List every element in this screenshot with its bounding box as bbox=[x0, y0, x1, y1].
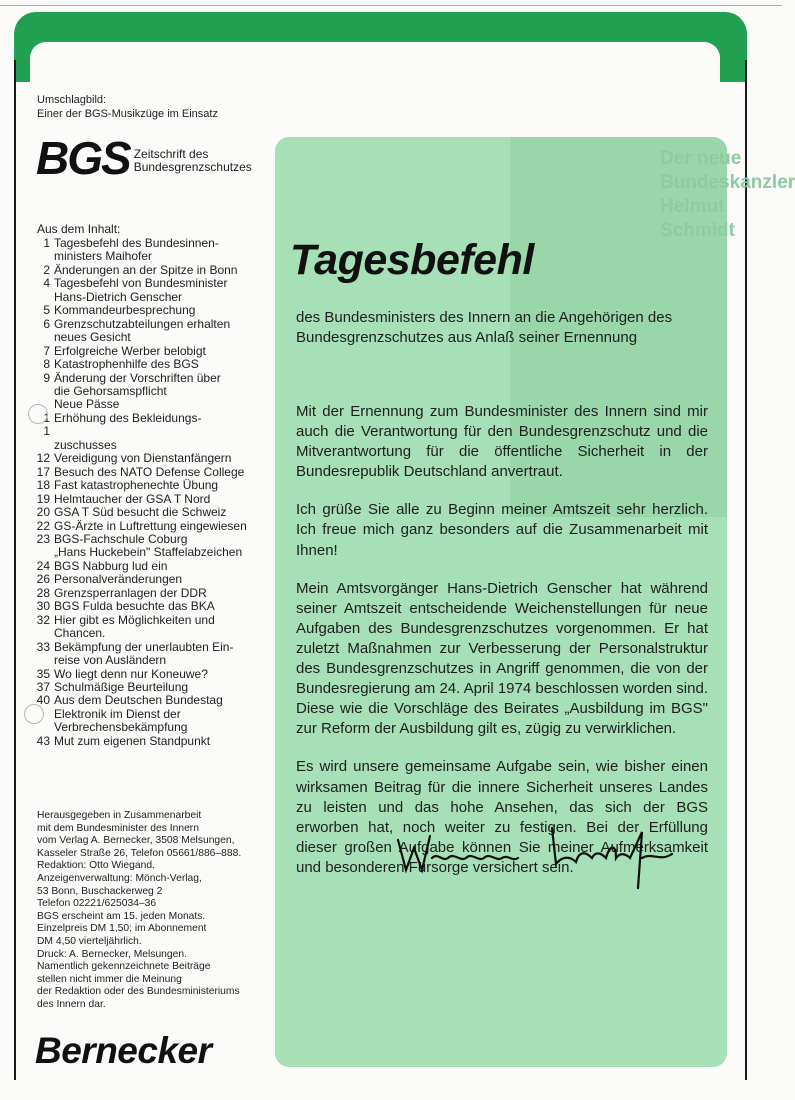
article-paragraph: Es wird unsere gemeinsame Aufgabe sein, wie bisher einen wirksamen Beitrag für die innere Sicherheit unseres Landes zu leisten und das hohe Ansehen, das sich der BGS erworben hat, noch weiter zu festigen. Bei der Erfüllung dieser großen Aufgabe können Sie meiner Aufmerksamkeit und besonderen Fürsorge versichert sein. bbox=[296, 758, 708, 876]
toc-item-text: Bekämpfung der unerlaubten Ein- bbox=[54, 639, 234, 654]
toc-page-number: 28 bbox=[36, 585, 50, 600]
toc-item bbox=[34, 331, 264, 344]
imprint-line: des Innern dar. bbox=[37, 998, 106, 1010]
toc-item-text: GSA T Süd besucht die Schweiz bbox=[54, 505, 227, 520]
toc-item bbox=[34, 614, 264, 627]
punch-hole-mark bbox=[28, 404, 48, 424]
toc-page-number bbox=[34, 439, 54, 452]
imprint-line: 53 Bonn, Buschackerweg 2 bbox=[37, 885, 163, 897]
toc-item-text: Grenzsperranlagen der DDR bbox=[54, 585, 207, 600]
imprint-line: Einzelpreis DM 1,50; im Abonnement bbox=[37, 923, 207, 935]
toc-item bbox=[34, 546, 264, 559]
toc-item-text: Wo liegt denn nur Koneuwe? bbox=[54, 666, 208, 681]
toc-item bbox=[34, 277, 264, 290]
toc-page-number bbox=[34, 546, 54, 559]
toc-page-number: 18 bbox=[36, 478, 50, 493]
toc-item-text: Vereidigung von Dienstanfängern bbox=[54, 451, 232, 466]
toc-page-number bbox=[34, 385, 54, 398]
toc-item bbox=[34, 721, 264, 734]
toc-item bbox=[34, 493, 264, 506]
toc-page-number: 43 bbox=[36, 733, 50, 748]
toc-item-text: BGS-Fachschule Coburg bbox=[54, 531, 188, 546]
toc-item bbox=[34, 479, 264, 492]
show-through-title bbox=[660, 147, 795, 243]
toc-item-text: Schulmäßige Beurteilung bbox=[54, 679, 189, 694]
imprint-line: Namentlich gekennzeichnete Beiträge bbox=[37, 961, 211, 973]
cover-caption bbox=[37, 93, 218, 121]
toc-item-text: GS-Ärzte in Luftrettung eingewiesen bbox=[54, 518, 247, 533]
imprint-line: der Redaktion oder des Bundesministeriums bbox=[37, 986, 240, 998]
toc-page-number: 30 bbox=[36, 599, 50, 614]
toc-item bbox=[34, 291, 264, 304]
toc-page-number: 2 bbox=[43, 262, 50, 277]
cover-caption-text: Einer der BGS-Musikzüge im Einsatz bbox=[37, 108, 218, 120]
toc-item bbox=[34, 439, 264, 452]
toc-page-number: 7 bbox=[43, 343, 50, 358]
toc-page-number bbox=[34, 250, 54, 263]
toc-page-number: 24 bbox=[36, 558, 50, 573]
toc-item bbox=[34, 735, 264, 748]
bgs-logo-mark: BGS bbox=[36, 132, 130, 184]
toc-page-number: 1 1 bbox=[43, 410, 50, 439]
toc-item-text: Mut zum eigenen Standpunkt bbox=[54, 733, 211, 748]
bgs-logo bbox=[36, 132, 252, 184]
toc-item-text: Aus dem Deutschen Bundestag bbox=[54, 693, 223, 708]
toc-page-number: 5 bbox=[43, 303, 50, 318]
toc-item-text: Erfolgreiche Werber belobigt bbox=[54, 343, 206, 358]
table-of-contents bbox=[34, 237, 264, 748]
toc-page-number: 32 bbox=[36, 612, 50, 627]
toc-page-number: 12 bbox=[36, 451, 50, 466]
toc-item bbox=[34, 654, 264, 667]
show-through-line: Der neue bbox=[660, 148, 742, 169]
article-paragraph: Mit der Ernennung zum Bundesminister des Innern sind mir auch die Verantwortung für den Bundesgrenzschutz und die Mitverantwortung für die öffentliche Sicherheit in der Bundesrepublik Deutschland anvertraut. bbox=[296, 403, 708, 481]
signature-maihofer bbox=[380, 818, 700, 898]
toc-item-text: „Hans Huckebein" Staffelabzeichen bbox=[54, 545, 243, 560]
contents-title: Aus dem Inhalt: bbox=[37, 222, 121, 236]
punch-hole-mark bbox=[24, 704, 44, 724]
article-subtitle: des Bundesministers des Innern an die Angehörigen des Bundesgrenzschutzes aus Anlaß seiner Ernennung bbox=[296, 309, 673, 346]
cover-caption-label: Umschlagbild: bbox=[37, 94, 107, 106]
toc-item-text: Verbrechensbekämpfung bbox=[54, 720, 188, 735]
toc-item bbox=[34, 358, 264, 371]
imprint-line: BGS erscheint am 15. jeden Monats. bbox=[37, 910, 206, 922]
toc-item bbox=[34, 573, 264, 586]
toc-page-number: 4 bbox=[43, 276, 50, 291]
toc-item bbox=[34, 466, 264, 479]
toc-page-number: 8 bbox=[43, 357, 50, 372]
page-edge-line bbox=[0, 5, 782, 6]
toc-page-number: 35 bbox=[36, 666, 50, 681]
toc-item-text: BGS Nabburg lud ein bbox=[54, 558, 168, 573]
imprint-line: DM 4,50 vierteljährlich. bbox=[37, 935, 142, 947]
toc-item-text: Neue Pässe bbox=[54, 397, 120, 412]
imprint-line: Herausgegeben in Zusammenarbeit bbox=[37, 810, 202, 821]
toc-item-text: ministers Maihofer bbox=[54, 249, 153, 264]
toc-item bbox=[34, 668, 264, 681]
toc-item bbox=[34, 506, 264, 519]
toc-page-number: 26 bbox=[36, 572, 50, 587]
toc-item bbox=[34, 641, 264, 654]
toc-item-text: Helmtaucher der GSA T Nord bbox=[54, 491, 211, 506]
toc-item-text: zuschusses bbox=[54, 437, 117, 452]
logo-subtitle-line: Bundesgrenzschutzes bbox=[133, 160, 252, 174]
toc-item bbox=[34, 520, 264, 533]
toc-item bbox=[34, 318, 264, 331]
bgs-logo-subtitle bbox=[134, 148, 252, 174]
toc-item bbox=[34, 681, 264, 694]
toc-item bbox=[34, 627, 264, 640]
toc-item-text: Elektronik im Dienst der bbox=[54, 706, 181, 721]
toc-page-number: 23 bbox=[36, 531, 50, 546]
toc-page-number bbox=[34, 291, 54, 304]
imprint-line: mit dem Bundesminister des Innern bbox=[37, 822, 199, 834]
toc-item-text: Fast katastrophenechte Übung bbox=[54, 478, 219, 493]
imprint-line: Kasseler Straße 26, Telefon 05661/886–888. bbox=[37, 847, 242, 859]
toc-page-number: 37 bbox=[36, 679, 50, 694]
article-paragraph: Mein Amtsvorgänger Hans-Dietrich Genscher hat während seiner Amtszeit entscheidende Weichenstellungen für neue Aufgaben des Bundesgrenzschutzes vorgenommen. Er hat zuletzt Maßnahmen zur Verbesserung der Personalstruktur des Bundesgrenzschutzes in Angriff genommen, die von der Bundesregierung am 24. April 1974 beschlossen worden sind. Diese wie die Vorschläge des Beirates „Ausbildung im BGS" zur Reform der Ausbildung gilt es, zügig zu verwirklichen. bbox=[296, 579, 708, 738]
article-title: Tagesbefehl bbox=[290, 236, 534, 284]
imprint-line: Telefon 02221/625034–36 bbox=[37, 898, 157, 910]
imprint-line: Anzeigenverwaltung: Mönch-Verlag, bbox=[37, 872, 202, 884]
toc-item bbox=[34, 345, 264, 358]
toc-item bbox=[34, 398, 264, 411]
toc-item bbox=[34, 237, 264, 250]
frame-left-rule bbox=[14, 60, 16, 1080]
imprint-line: stellen nicht immer die Meinung bbox=[37, 973, 182, 985]
toc-item-text: Tagesbefehl von Bundesminister bbox=[54, 276, 228, 291]
toc-item bbox=[34, 412, 264, 439]
toc-item-text: Hier gibt es Möglichkeiten und bbox=[54, 612, 215, 627]
article-paragraph: Ich grüße Sie alle zu Beginn meiner Amtszeit sehr herzlich. Ich freue mich ganz besonders auf die Zusammenarbeit mit Ihnen! bbox=[296, 501, 708, 559]
toc-item-text: reise von Ausländern bbox=[54, 653, 167, 668]
toc-item-text: die Gehorsamspflicht bbox=[54, 383, 167, 398]
toc-page-number bbox=[34, 654, 54, 667]
toc-item bbox=[34, 385, 264, 398]
toc-item bbox=[34, 708, 264, 721]
toc-page-number: 6 bbox=[43, 316, 50, 331]
toc-item bbox=[34, 560, 264, 573]
show-through-line: Bundeskanzler bbox=[660, 172, 795, 193]
toc-item-text: neues Gesicht bbox=[54, 330, 131, 345]
toc-page-number bbox=[34, 331, 54, 344]
toc-page-number bbox=[34, 627, 54, 640]
toc-page-number: 33 bbox=[36, 639, 50, 654]
toc-item-text: Hans-Dietrich Genscher bbox=[54, 289, 183, 304]
toc-item bbox=[34, 264, 264, 277]
toc-page-number: 20 bbox=[36, 505, 50, 520]
toc-item-text: Änderung der Vorschriften über bbox=[54, 370, 221, 385]
toc-item-text: Personalveränderungen bbox=[54, 572, 183, 587]
toc-page-number: 9 bbox=[43, 370, 50, 385]
logo-subtitle-line: Zeitschrift des bbox=[133, 147, 209, 161]
toc-item bbox=[34, 452, 264, 465]
imprint-line: vom Verlag A. Bernecker, 3508 Melsungen, bbox=[37, 835, 235, 847]
toc-item bbox=[34, 250, 264, 263]
toc-page-number: 19 bbox=[36, 491, 50, 506]
toc-page-number: 22 bbox=[36, 518, 50, 533]
toc-item bbox=[34, 304, 264, 317]
toc-item-text: Tagesbefehl des Bundesinnen- bbox=[54, 236, 219, 250]
toc-item bbox=[34, 694, 264, 707]
publisher-logo: Bernecker bbox=[35, 1030, 212, 1071]
toc-page-number: 17 bbox=[36, 464, 50, 479]
show-through-line: Helmut Schmidt bbox=[660, 196, 735, 241]
toc-item-text: Chancen. bbox=[54, 626, 106, 641]
toc-item-text: Besuch des NATO Defense College bbox=[54, 464, 245, 479]
toc-item bbox=[34, 372, 264, 385]
toc-item-text: Katastrophenhilfe des BGS bbox=[54, 357, 199, 372]
imprint-line: Redaktion: Otto Wiegand. bbox=[37, 860, 155, 872]
toc-page-number: 1 bbox=[43, 236, 50, 250]
toc-page-number: 40 bbox=[36, 693, 50, 708]
toc-item bbox=[34, 533, 264, 546]
toc-item bbox=[34, 587, 264, 600]
toc-item-text: Grenzschutzabteilungen erhalten bbox=[54, 316, 231, 331]
toc-item-text: Kommandeurbesprechung bbox=[54, 303, 196, 318]
toc-item-text: Änderungen an der Spitze in Bonn bbox=[54, 262, 238, 277]
toc-item-text: BGS Fulda besuchte das BKA bbox=[54, 599, 215, 614]
toc-item bbox=[34, 600, 264, 613]
toc-item-text: Erhöhung des Bekleidungs- bbox=[54, 410, 202, 425]
imprint-line: Druck: A. Bernecker, Melsungen. bbox=[37, 948, 187, 960]
imprint-block bbox=[37, 810, 267, 1012]
